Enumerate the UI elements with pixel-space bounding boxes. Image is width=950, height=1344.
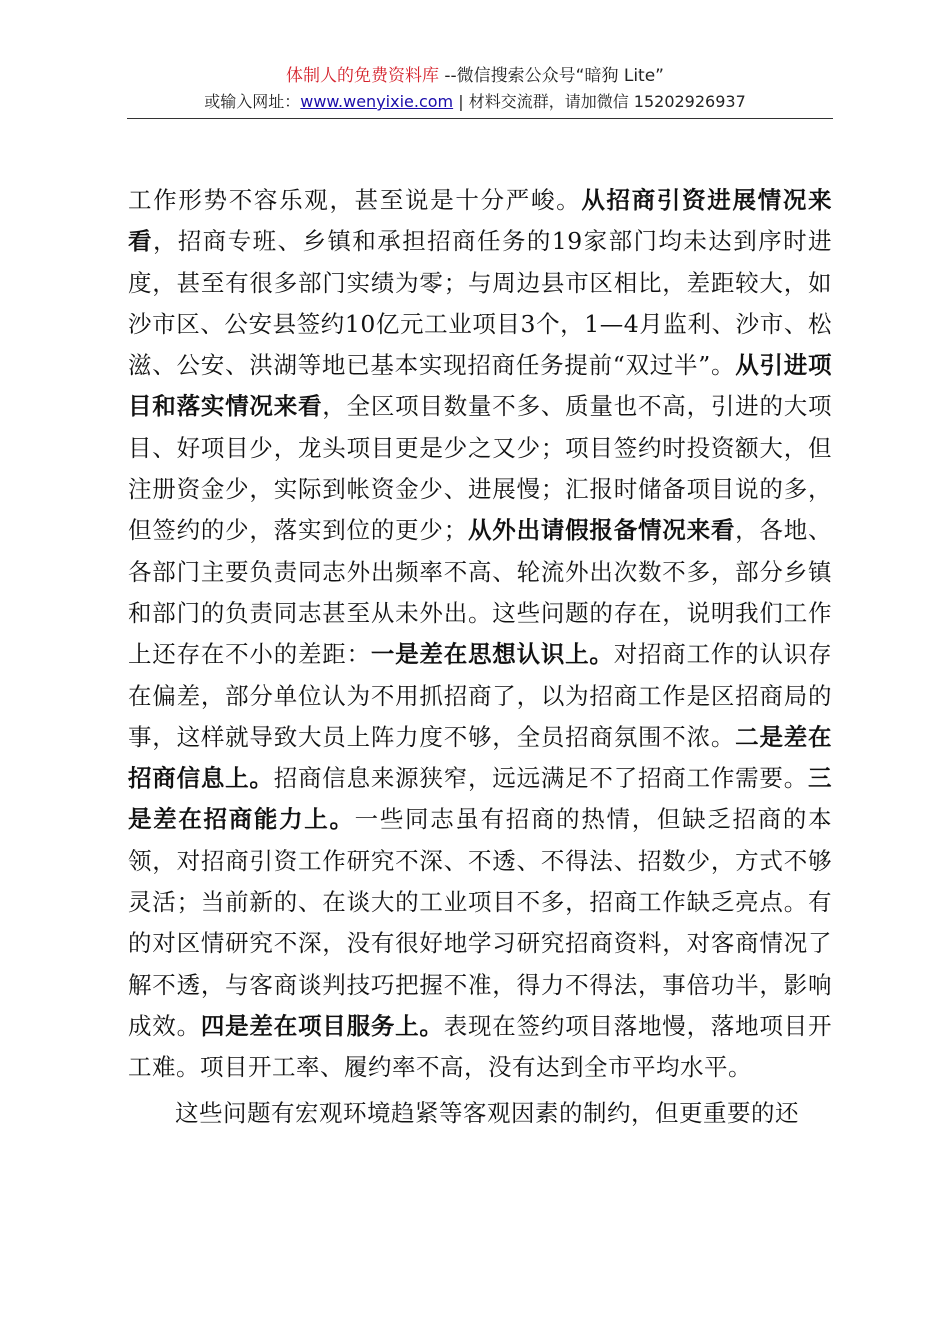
bold-heading-1: 从招商引资进展情况来看 (128, 186, 833, 256)
paragraph-1 (128, 180, 832, 1089)
bold-heading-4: 一是差在思想认识上。 (370, 640, 614, 669)
bold-heading-6: 三是差在招商能力上。 (128, 764, 833, 834)
paragraph-2: 这些问题有宏观环境趋紧等客观因素的制约，但更重要的还 (175, 1098, 799, 1127)
text-run: 一些同志虽有招商的热情，但缺乏招商的本领，对招商引资工作研究不深、不透、不得法、招数少，方式不够灵活；当前新的、在谈大的工业项目不多，招商工作缺乏亮点。有的对区情研究不深，没有很好地学习研究招商资料，对客商情况了解不透，与客商谈判技巧把握不准，得力不得法，事倍功半，影响成效。 (128, 805, 833, 1040)
text-run: 工作形势不容乐观，甚至说是十分严峻。 (128, 186, 582, 214)
header-divider (127, 118, 833, 119)
page-header (0, 64, 950, 114)
text-run: ，各地、各部门主要负责同志外出频率不高、轮流外出次数不多，部分乡镇和部门的负责同志甚至从未外出。这些问题的存在，说明我们工作上还存在不小的差距： (128, 516, 833, 669)
text-run: ，全区项目数量不多、质量也不高，引进的大项目、好项目少，龙头项目更是少之又少；项目签约时投资额大，但注册资金少，实际到帐资金少、进展慢；汇报时储备项目说的多，但签约的少，落实到位的更少； (128, 392, 833, 545)
bold-heading-3: 从外出请假报备情况来看 (467, 516, 736, 545)
bold-heading-5: 二是差在招商信息上。 (128, 722, 833, 793)
header-site-line (0, 90, 950, 114)
site-prefix: 或输入网址： (204, 92, 301, 111)
document-body (128, 180, 832, 1134)
brand-name: 体制人的免费资料库 (285, 66, 439, 86)
brand-suffix: --微信搜索公众号“暗狗 Lite” (438, 66, 664, 86)
site-suffix: | 材料交流群，请加微信 15202926937 (453, 92, 746, 111)
header-brand-line (0, 64, 950, 88)
bold-heading-7: 四是差在项目服务上。 (200, 1011, 444, 1040)
text-run: 招商信息来源狭窄，远远满足不了招商工作需要。 (273, 764, 809, 793)
text-run: 对招商工作的认识存在偏差，部分单位认为不用抓招商了，以为招商工作是区招商局的事，这样就导致大员上阵力度不够，全员招商氛围不浓。 (128, 640, 833, 751)
text-run: 表现在签约项目落地慢，落地项目开工难。项目开工率、履约率不高，没有达到全市平均水平。 (128, 1011, 833, 1082)
bold-heading-2: 从引进项目和落实情况来看 (128, 351, 833, 421)
text-run: ，招商专班、乡镇和承担招商任务的19家部门均未达到序时进度，甚至有很多部门实绩为零；与周边县市区相比，差距较大，如沙市区、公安县签约10亿元工业项目3个，1—4月监利、沙市、松滋、公安、洪湖等地已基本实现招商任务提前“双过半”。 (128, 227, 833, 380)
site-link[interactable]: www.wenyixie.com (300, 92, 454, 111)
